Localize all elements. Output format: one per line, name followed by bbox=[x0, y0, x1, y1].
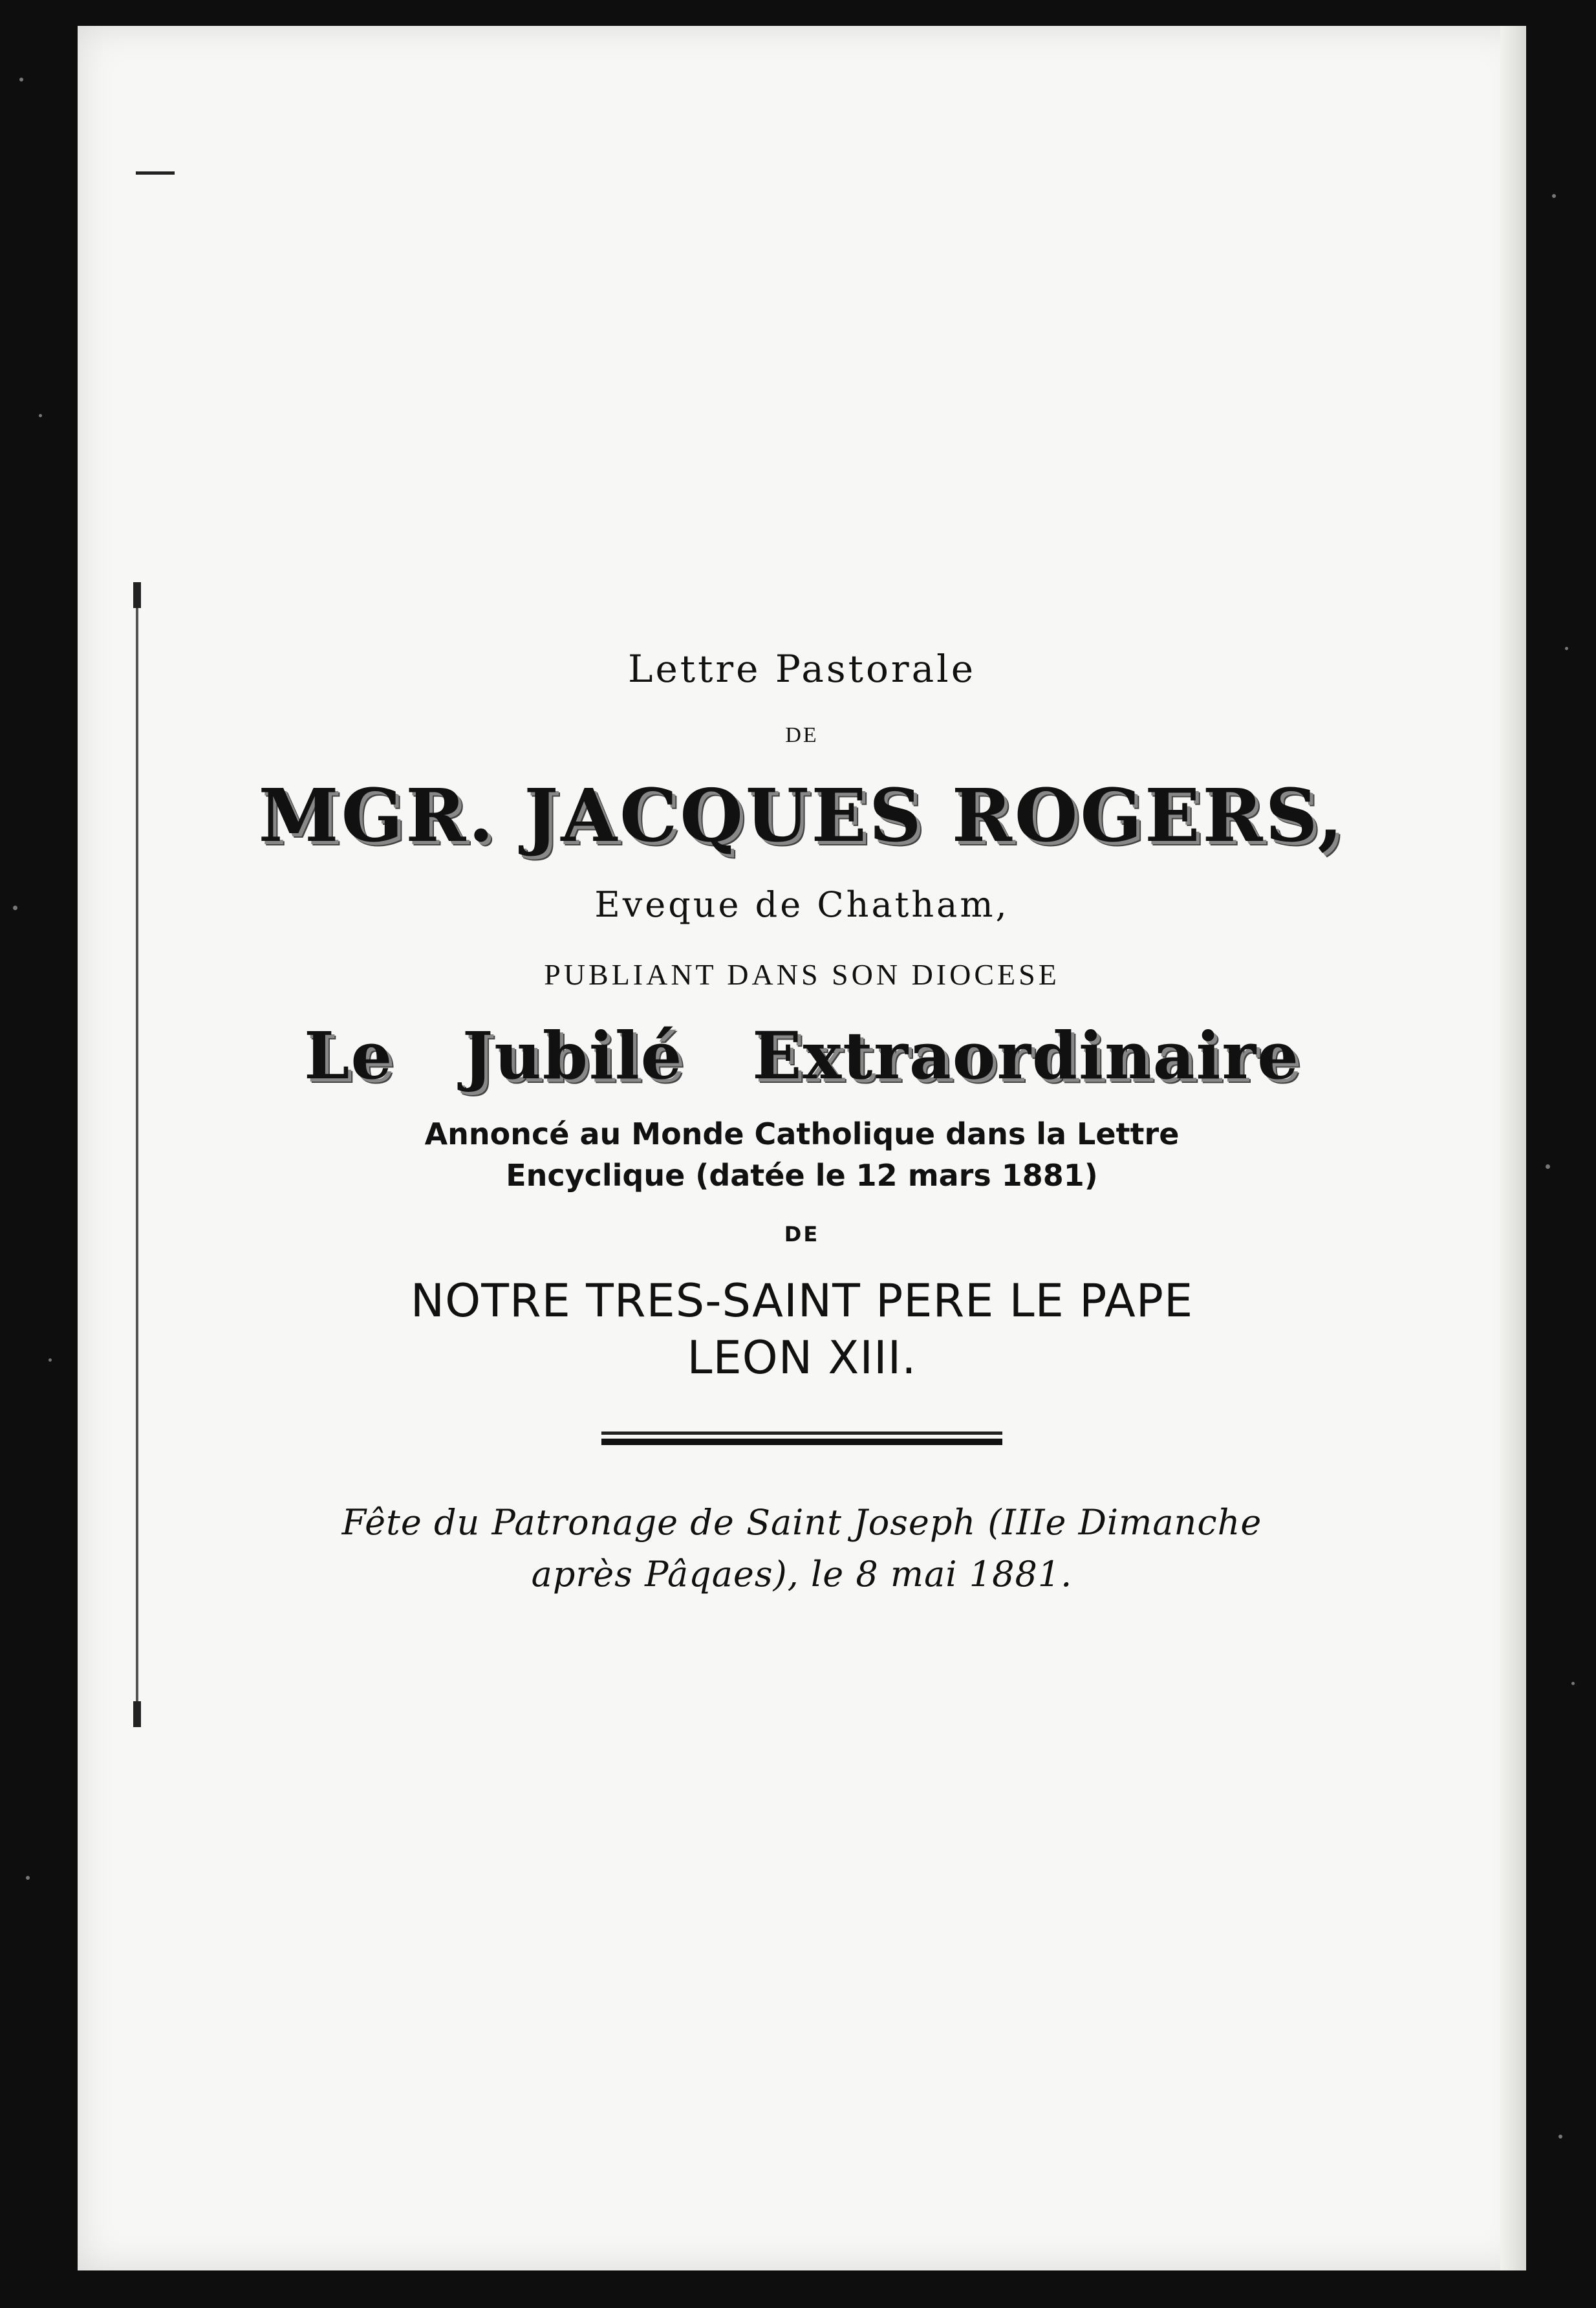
letter-title: Lettre Pastorale bbox=[627, 647, 976, 691]
decorative-rule bbox=[601, 1432, 1002, 1445]
pope-line-1: NOTRE TRES-SAINT PERE LE PAPE bbox=[410, 1274, 1194, 1327]
preposition-de-2: DE bbox=[784, 1222, 820, 1247]
binding-tick bbox=[133, 582, 141, 608]
jubilee-heading: Le Jubilé Extraordinaire bbox=[304, 1018, 1300, 1094]
speck bbox=[26, 1876, 30, 1880]
feast-line-2: après Pâqaes), le 8 mai 1881. bbox=[531, 1554, 1073, 1595]
speck bbox=[1571, 1682, 1575, 1685]
speck bbox=[1558, 2135, 1562, 2139]
speck bbox=[39, 414, 42, 417]
speck bbox=[49, 1358, 52, 1362]
author-title: Eveque de Chatham, bbox=[594, 884, 1009, 925]
author-name: MGR. JACQUES ROGERS, bbox=[258, 774, 1346, 858]
speck bbox=[13, 906, 17, 910]
publishing-line: PUBLIANT DANS SON DIOCESE bbox=[544, 958, 1060, 991]
speck bbox=[1565, 647, 1568, 650]
document-page bbox=[78, 26, 1526, 2270]
ink-mark bbox=[136, 171, 175, 175]
page-edge bbox=[1500, 26, 1526, 2270]
speck bbox=[1546, 1164, 1550, 1169]
title-block bbox=[246, 647, 1358, 1600]
rule-thin bbox=[601, 1432, 1002, 1435]
speck bbox=[19, 78, 23, 82]
feast-line-1: Fête du Patronage de Saint Joseph (IIIe Dimanche bbox=[341, 1502, 1262, 1543]
binding-tick bbox=[133, 1701, 141, 1727]
pope-line-2: LEON XIII. bbox=[687, 1331, 917, 1384]
speck bbox=[1552, 194, 1556, 198]
announcement-line-1: Annoncé au Monde Catholique dans la Lettre bbox=[424, 1116, 1180, 1151]
announcement-line-2: Encyclique (datée le 12 mars 1881) bbox=[506, 1158, 1098, 1193]
binding-line bbox=[136, 589, 138, 1714]
rule-thick bbox=[601, 1439, 1002, 1445]
preposition-de: DE bbox=[785, 723, 819, 747]
